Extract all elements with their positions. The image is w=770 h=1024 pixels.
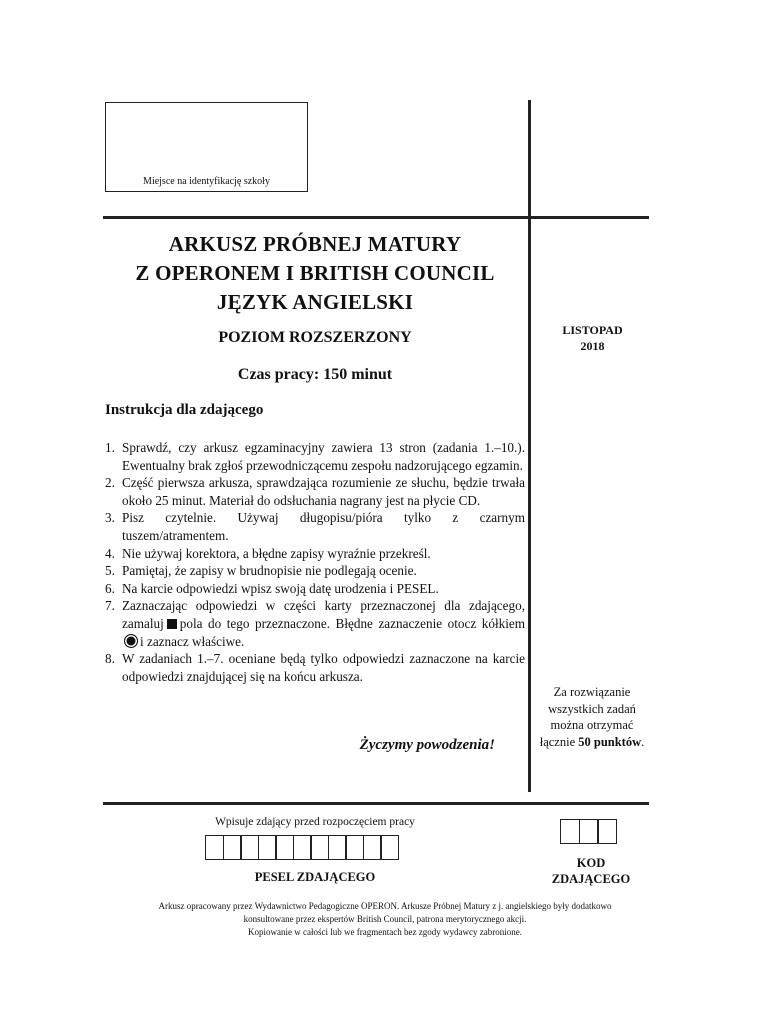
pesel-input-boxes — [205, 835, 398, 860]
time-label: Czas pracy: 150 minut — [237, 366, 393, 383]
top-horizontal-rule — [103, 216, 649, 219]
exam-date — [535, 322, 650, 354]
pesel-digit-box[interactable] — [275, 835, 294, 860]
list-item: 7. Zaznaczając odpowiedzi w części karty przeznaczonej dla zdającego, zamaluj pola do tego przeznaczone. Błędne zaznaczenie otocz kółkiemi zaznacz właściwe. — [105, 598, 525, 649]
bottom-horizontal-rule — [103, 802, 649, 805]
title-line-2: Z OPERONEM I BRITISH COUNCIL — [135, 261, 495, 285]
pesel-digit-box[interactable] — [345, 835, 364, 860]
title-line-3: JĘZYK ANGIELSKI — [216, 290, 414, 314]
list-item: 5. Pamiętaj, że zapisy w brudnopisie nie podlegają ocenie. — [105, 563, 417, 579]
pesel-digit-box[interactable] — [328, 835, 347, 860]
instructions-list — [105, 439, 525, 685]
circled-square-icon — [124, 634, 138, 648]
footer-note: Arkusz opracowany przez Wydawnictwo Pedagogiczne OPERON. Arkusze Próbnej Matury z j. angielskiego były dodatkowo konsultowane przez ekspertów British Council, patrona merytorycznego akcji. Kopiowanie w całości lub we fragmentach bez zgody wydawcy zabronione. — [158, 901, 612, 937]
filled-square-icon — [167, 619, 177, 629]
instructions-heading: Instrukcja dla zdającego — [105, 402, 264, 418]
pesel-caption: Wpisuje zdający przed rozpoczęciem pracy — [215, 816, 415, 828]
pesel-digit-box[interactable] — [258, 835, 277, 860]
list-item: 6. Na karcie odpowiedzi wpisz swoją datę urodzenia i PESEL. — [105, 580, 439, 596]
school-stamp-label: Miejsce na identyfikację szkoły — [143, 176, 270, 187]
pesel-digit-box[interactable] — [363, 835, 382, 860]
exam-month: LISTOPAD — [562, 323, 623, 337]
exam-year: 2018 — [580, 339, 605, 353]
title-line-1: ARKUSZ PRÓBNEJ MATURY — [168, 232, 462, 256]
list-item: 1. Sprawdź, czy arkusz egzaminacyjny zawiera 13 stron (zadania 1.–10.). Ewentualny brak zgłoś przewodniczącemu zespołu nadzorującego egzamin. — [105, 440, 525, 473]
pesel-label: PESEL ZDAJĄCEGO — [254, 870, 376, 884]
kod-label: KOD ZDAJĄCEGO — [551, 856, 631, 886]
kod-digit-box[interactable] — [560, 819, 580, 844]
kod-digit-box[interactable] — [597, 819, 617, 844]
pesel-digit-box[interactable] — [380, 835, 399, 860]
kod-input-boxes — [560, 819, 616, 844]
list-item: 3. Pisz czytelnie. Używaj długopisu/pióra tylko z czarnym tuszem/atramentem. — [105, 510, 525, 543]
level-label: POZIOM ROZSZERZONY — [218, 329, 412, 346]
pesel-digit-box[interactable] — [310, 835, 329, 860]
list-item: 2. Część pierwsza arkusza, sprawdzająca rozumienie ze słuchu, będzie trwała około 25 minut. Materiał do odsłuchania nagrany jest na płycie CD. — [105, 475, 525, 508]
kod-digit-box[interactable] — [579, 819, 599, 844]
pesel-digit-box[interactable] — [240, 835, 259, 860]
good-luck-text: Życzymy powodzenia! — [359, 737, 495, 753]
pesel-digit-box[interactable] — [205, 835, 224, 860]
pesel-digit-box[interactable] — [293, 835, 312, 860]
points-info: Za rozwiązanie wszystkich zadań można otrzymać łącznie 50 punktów. — [539, 685, 645, 749]
list-item: 4. Nie używaj korektora, a błędne zapisy wyraźnie przekreśl. — [105, 545, 431, 561]
list-item: 8. W zadaniach 1.–7. oceniane będą tylko odpowiedzi zaznaczone na karcie odpowiedzi znajdującej się na końcu arkusza. — [105, 651, 525, 684]
pesel-digit-box[interactable] — [223, 835, 242, 860]
